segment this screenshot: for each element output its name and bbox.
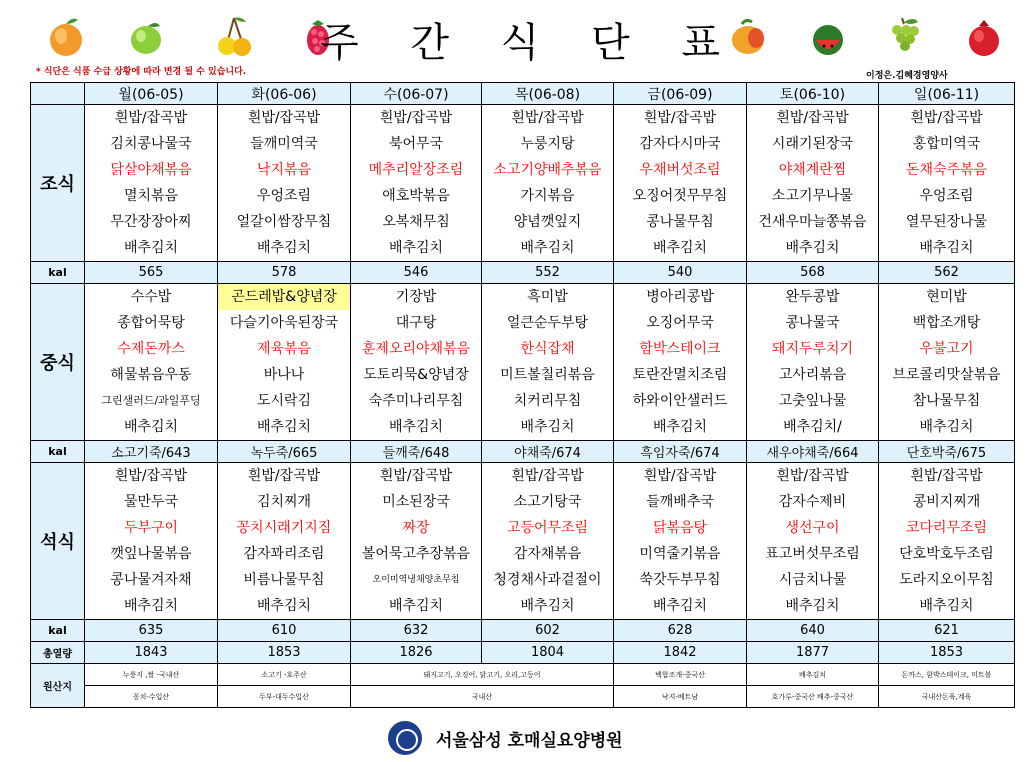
origin-label: 원산지 — [31, 664, 85, 708]
meal-row — [31, 336, 1015, 362]
kal-label: kal — [31, 620, 85, 642]
meal-row — [31, 310, 1015, 336]
menu-item: 제육볶음 — [218, 336, 351, 362]
menu-item: 오복채무침 — [351, 209, 482, 235]
menu-item: 청경채사과겉절이 — [482, 567, 614, 593]
title-char: 식 — [500, 19, 540, 66]
menu-item: 건새우마늘쫑볶음 — [747, 209, 879, 235]
kal-label: kal — [31, 262, 85, 284]
menu-item: 오징어젓무무침 — [614, 183, 747, 209]
menu-item: 가지볶음 — [482, 183, 614, 209]
origin-cell: 꽁치-수입산 — [85, 686, 218, 708]
meal-row — [31, 515, 1015, 541]
kal-value: 610 — [218, 620, 351, 642]
menu-item: 양념깻잎지 — [482, 209, 614, 235]
kal-value: 1804 — [482, 642, 614, 664]
menu-item: 하와이안샐러드 — [614, 388, 747, 414]
menu-item: 오징어무국 — [614, 310, 747, 336]
menu-item: 수제돈까스 — [85, 336, 218, 362]
menu-item: 오이미역냉채양초무침 — [351, 567, 482, 593]
menu-item: 무간장장아찌 — [85, 209, 218, 235]
origin-cell: 낙지-베트남 — [614, 686, 747, 708]
menu-item: 우채버섯조림 — [614, 157, 747, 183]
menu-item: 배추김치/ — [747, 414, 879, 441]
kal-label: kal — [31, 441, 85, 463]
menu-item: 곤드레밥&양념장 — [218, 284, 351, 311]
menu-item: 배추김치 — [879, 593, 1015, 620]
day-header: 화(06-06) — [218, 83, 351, 105]
meal-row — [31, 593, 1015, 620]
menu-item: 배추김치 — [482, 593, 614, 620]
kal-value: 1843 — [85, 642, 218, 664]
menu-item: 토란잔멸치조림 — [614, 362, 747, 388]
kal-value: 578 — [218, 262, 351, 284]
kal-value: 602 — [482, 620, 614, 642]
menu-item: 볼어묵고추장볶음 — [351, 541, 482, 567]
kal-row — [31, 620, 1015, 642]
lime-icon — [126, 14, 166, 58]
origin-cell: 국내산돈육,계육 — [879, 686, 1015, 708]
menu-item: 얼갈이쌈장무침 — [218, 209, 351, 235]
day-header: 월(06-05) — [85, 83, 218, 105]
menu-item: 도라지오이무침 — [879, 567, 1015, 593]
meal-row — [31, 414, 1015, 441]
kal-value: 1853 — [879, 642, 1015, 664]
origin-cell: 돼지고기, 오징어, 닭고기, 오리,고등어 — [351, 664, 614, 686]
title-char: 간 — [410, 19, 449, 66]
meal-row — [31, 209, 1015, 235]
menu-item: 코다리무조림 — [879, 515, 1015, 541]
kal-value: 552 — [482, 262, 614, 284]
origin-cell: 두부-대두수입산 — [218, 686, 351, 708]
menu-item: 메추리알장조림 — [351, 157, 482, 183]
menu-item: 배추김치 — [218, 235, 351, 262]
menu-item: 소고기양배추볶음 — [482, 157, 614, 183]
menu-item: 배추김치 — [747, 593, 879, 620]
menu-item: 들깨미역국 — [218, 131, 351, 157]
menu-item: 미트볼칠리볶음 — [482, 362, 614, 388]
menu-item: 배추김치 — [351, 414, 482, 441]
menu-item: 누룽지탕 — [482, 131, 614, 157]
origin-cell: 국내산 — [351, 686, 614, 708]
meal-row — [31, 489, 1015, 515]
menu-item: 미역줄기볶음 — [614, 541, 747, 567]
menu-item: 배추김치 — [218, 414, 351, 441]
menu-item: 숙주미나리무침 — [351, 388, 482, 414]
pomegranate-icon — [964, 14, 1004, 58]
kal-value: 621 — [879, 620, 1015, 642]
menu-item: 배추김치 — [482, 235, 614, 262]
menu-item: 북어무국 — [351, 131, 482, 157]
menu-item: 들깨배추국 — [614, 489, 747, 515]
menu-item: 배추김치 — [482, 414, 614, 441]
menu-item: 그린샐러드/과일푸딩 — [85, 388, 218, 414]
origin-cell: 호가루-중국산 배추-중국산 — [747, 686, 879, 708]
menu-item: 콩비지찌개 — [879, 489, 1015, 515]
menu-item: 흰밥/잡곡밥 — [482, 105, 614, 132]
kal-value: 640 — [747, 620, 879, 642]
menu-item: 완두콩밥 — [747, 284, 879, 311]
menu-item: 훈제오리야채볶음 — [351, 336, 482, 362]
grapes-icon — [884, 14, 924, 58]
cherry-icon — [214, 14, 254, 58]
kal-value: 녹두죽/665 — [218, 441, 351, 463]
kal-value: 야채죽/674 — [482, 441, 614, 463]
menu-item: 시래기된장국 — [747, 131, 879, 157]
menu-item: 배추김치 — [85, 593, 218, 620]
menu-item: 바나나 — [218, 362, 351, 388]
kal-value: 568 — [747, 262, 879, 284]
watermelon-icon — [808, 14, 848, 58]
menu-item: 돈채숙주볶음 — [879, 157, 1015, 183]
menu-item: 물만두국 — [85, 489, 218, 515]
menu-item: 배추김치 — [879, 235, 1015, 262]
menu-item: 흰밥/잡곡밥 — [85, 105, 218, 132]
meal-row — [31, 235, 1015, 262]
menu-item: 흰밥/잡곡밥 — [218, 105, 351, 132]
menu-item: 흑미밥 — [482, 284, 614, 311]
menu-item: 닭볶음탕 — [614, 515, 747, 541]
menu-item: 감자다시마국 — [614, 131, 747, 157]
menu-item: 고등어무조림 — [482, 515, 614, 541]
menu-item: 도시락김 — [218, 388, 351, 414]
menu-item: 배추김치 — [614, 414, 747, 441]
menu-item: 김치찌개 — [218, 489, 351, 515]
menu-item: 흰밥/잡곡밥 — [747, 463, 879, 490]
menu-item: 애호박볶음 — [351, 183, 482, 209]
meal-row — [31, 183, 1015, 209]
menu-item: 얼큰순두부탕 — [482, 310, 614, 336]
menu-item: 우불고기 — [879, 336, 1015, 362]
menu-item: 종합어묵탕 — [85, 310, 218, 336]
menu-item: 생선구이 — [747, 515, 879, 541]
menu-item: 우엉조림 — [218, 183, 351, 209]
origin-cell: 누룽지 ,쌀 -국내산 — [85, 664, 218, 686]
menu-item: 두부구이 — [85, 515, 218, 541]
menu-item: 배추김치 — [614, 593, 747, 620]
menu-item: 치커리무침 — [482, 388, 614, 414]
menu-item: 단호박호두조림 — [879, 541, 1015, 567]
menu-item: 콩나물국 — [747, 310, 879, 336]
menu-item: 흰밥/잡곡밥 — [351, 463, 482, 490]
kal-value: 1853 — [218, 642, 351, 664]
page-title — [320, 14, 720, 64]
kal-value: 흑임자죽/674 — [614, 441, 747, 463]
menu-item: 현미밥 — [879, 284, 1015, 311]
menu-item: 배추김치 — [351, 593, 482, 620]
origin-cell: 배추김치 — [747, 664, 879, 686]
menu-item: 낙지볶음 — [218, 157, 351, 183]
menu-item: 표고버섯무조림 — [747, 541, 879, 567]
peach-icon — [46, 14, 86, 58]
menu-item: 감자수제비 — [747, 489, 879, 515]
menu-item: 고사리볶음 — [747, 362, 879, 388]
day-header: 금(06-09) — [614, 83, 747, 105]
menu-item: 닭살야채볶음 — [85, 157, 218, 183]
menu-item: 흰밥/잡곡밥 — [85, 463, 218, 490]
menu-item: 병아리콩밥 — [614, 284, 747, 311]
kal-value: 632 — [351, 620, 482, 642]
menu-item: 흰밥/잡곡밥 — [614, 463, 747, 490]
kal-value: 635 — [85, 620, 218, 642]
kal-value: 1842 — [614, 642, 747, 664]
kal-row — [31, 441, 1015, 463]
menu-item: 흰밥/잡곡밥 — [351, 105, 482, 132]
menu-item: 흰밥/잡곡밥 — [747, 105, 879, 132]
page-footer — [388, 720, 623, 756]
kal-row — [31, 642, 1015, 664]
origin-cell: 소고기 -호주산 — [218, 664, 351, 686]
kal-value: 565 — [85, 262, 218, 284]
kal-value: 들깨죽/648 — [351, 441, 482, 463]
day-header: 토(06-10) — [747, 83, 879, 105]
meal-label-lunch: 중식 — [31, 284, 85, 441]
kal-value: 1826 — [351, 642, 482, 664]
menu-item: 비름나물무침 — [218, 567, 351, 593]
menu-item: 배추김치 — [747, 235, 879, 262]
menu-item: 배추김치 — [85, 235, 218, 262]
day-header: 일(06-11) — [879, 83, 1015, 105]
kal-value: 562 — [879, 262, 1015, 284]
menu-item: 흰밥/잡곡밥 — [218, 463, 351, 490]
meal-row — [31, 157, 1015, 183]
menu-item: 고춧잎나물 — [747, 388, 879, 414]
origin-row — [31, 664, 1015, 686]
kal-value: 단호박죽/675 — [879, 441, 1015, 463]
kal-value: 546 — [351, 262, 482, 284]
meal-label-dinner: 석식 — [31, 463, 85, 620]
menu-item: 흰밥/잡곡밥 — [879, 105, 1015, 132]
hospital-logo — [388, 721, 422, 755]
day-header: 수(06-07) — [351, 83, 482, 105]
menu-item: 감자채볶음 — [482, 541, 614, 567]
menu-item: 배추김치 — [85, 414, 218, 441]
menu-item: 기장밥 — [351, 284, 482, 311]
day-header-row — [31, 83, 1015, 105]
title-char: 표 — [681, 19, 720, 66]
menu-item: 흰밥/잡곡밥 — [482, 463, 614, 490]
kal-value: 새우야채죽/664 — [747, 441, 879, 463]
menu-item: 대구탕 — [351, 310, 482, 336]
menu-item: 다슬기아욱된장국 — [218, 310, 351, 336]
meal-row — [31, 388, 1015, 414]
menu-item: 깻잎나물볶음 — [85, 541, 218, 567]
origin-row — [31, 686, 1015, 708]
kal-label: 총열량 — [31, 642, 85, 664]
menu-item: 미소된장국 — [351, 489, 482, 515]
menu-item: 우엉조림 — [879, 183, 1015, 209]
kal-row — [31, 262, 1015, 284]
menu-item: 감자꽈리조림 — [218, 541, 351, 567]
menu-item: 쑥갓두부무침 — [614, 567, 747, 593]
menu-item: 야채계란찜 — [747, 157, 879, 183]
menu-item: 배추김치 — [218, 593, 351, 620]
kal-value: 소고기죽/643 — [85, 441, 218, 463]
menu-item: 참나물무침 — [879, 388, 1015, 414]
menu-notice: * 식단은 식품 수급 상황에 따라 변경 될 수 있습니다. — [36, 67, 247, 77]
menu-item: 콩나물겨자채 — [85, 567, 218, 593]
menu-item: 해물볶음우동 — [85, 362, 218, 388]
menu-item: 열무된장나물 — [879, 209, 1015, 235]
menu-item: 브로콜리맛살볶음 — [879, 362, 1015, 388]
menu-item: 시금치나물 — [747, 567, 879, 593]
meal-row — [31, 463, 1015, 490]
origin-cell: 백합조개-중국산 — [614, 664, 747, 686]
menu-item: 도토리묵&양념장 — [351, 362, 482, 388]
menu-item: 콩나물무침 — [614, 209, 747, 235]
menu-item: 함박스테이크 — [614, 336, 747, 362]
menu-item: 흰밥/잡곡밥 — [879, 463, 1015, 490]
meal-row — [31, 105, 1015, 132]
menu-item: 배추김치 — [614, 235, 747, 262]
origin-cell: 돈까스, 함박스테이크, 미트볼 — [879, 664, 1015, 686]
menu-item: 백합조개탕 — [879, 310, 1015, 336]
kal-value: 1877 — [747, 642, 879, 664]
menu-item: 멸치볶음 — [85, 183, 218, 209]
menu-item: 흰밥/잡곡밥 — [614, 105, 747, 132]
page-header — [0, 0, 1036, 66]
day-header: 목(06-08) — [482, 83, 614, 105]
dietitian-name: 이정은.김혜경영양사 — [866, 71, 948, 81]
menu-item: 배추김치 — [879, 414, 1015, 441]
title-char: 주 — [320, 19, 359, 66]
meal-row — [31, 541, 1015, 567]
corner-cell — [31, 83, 85, 105]
meal-label-breakfast: 조식 — [31, 105, 85, 262]
menu-item: 한식잡채 — [482, 336, 614, 362]
meal-row — [31, 284, 1015, 311]
meal-row — [31, 362, 1015, 388]
menu-item: 배추김치 — [351, 235, 482, 262]
menu-item: 꽁치시래기지짐 — [218, 515, 351, 541]
kal-value: 628 — [614, 620, 747, 642]
menu-item: 돼지두루치기 — [747, 336, 879, 362]
menu-item: 김치콩나물국 — [85, 131, 218, 157]
mango-icon — [728, 14, 768, 58]
kal-value: 540 — [614, 262, 747, 284]
meal-row — [31, 567, 1015, 593]
menu-item: 짜장 — [351, 515, 482, 541]
meal-table — [30, 82, 1015, 708]
title-char: 단 — [590, 19, 630, 66]
hospital-name: 서울삼성 호매실요양병원 — [436, 730, 623, 751]
menu-item: 소고기탕국 — [482, 489, 614, 515]
menu-item: 수수밥 — [85, 284, 218, 311]
meal-row — [31, 131, 1015, 157]
menu-item: 홍합미역국 — [879, 131, 1015, 157]
menu-item: 소고기무나물 — [747, 183, 879, 209]
